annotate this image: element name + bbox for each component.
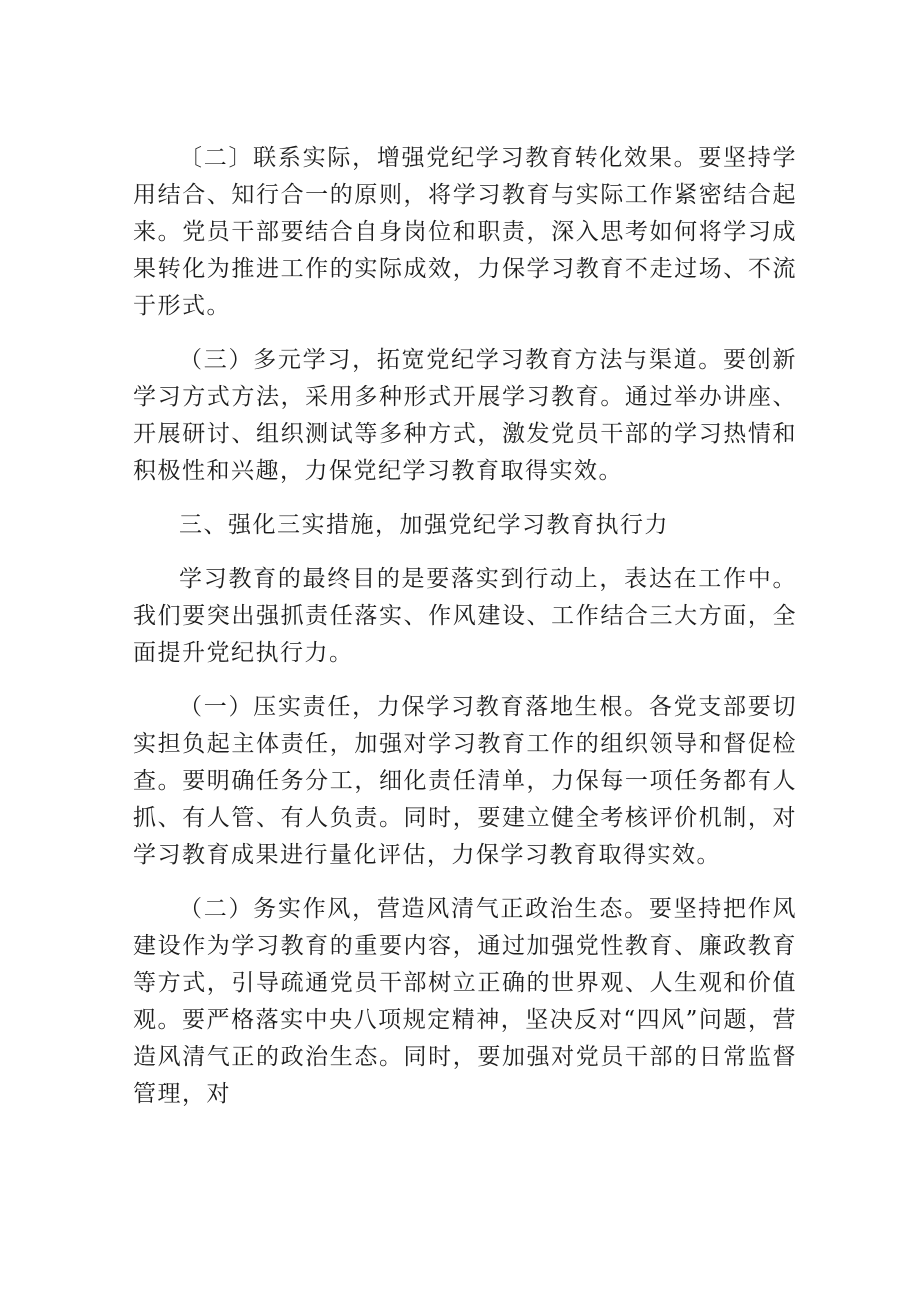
paragraph-diverse-learning: （三）多元学习，拓宽党纪学习教育方法与渠道。要创新学习方式方法，采用多种形式开展学习教育。通过举办讲座、开展研讨、组织测试等多种方式，激发党员干部的学习热情和积极性和兴趣，力保党纪学习教育取得实效。 (133, 347, 797, 484)
paragraph-connect-practice: 〔二〕联系实际，增强党纪学习教育转化效果。要坚持学用结合、知行合一的原则，将学习教育与实际工作紧密结合起来。党员干部要结合自身岗位和职责，深入思考如何将学习成果转化为推进工作的实际成效，力保学习教育不走过场、不流于形式。 (133, 145, 797, 319)
section-heading-three: 三、强化三实措施，加强党纪学习教育执行力 (179, 512, 669, 538)
document-body (133, 140, 797, 1130)
paragraph-practical-style: （二）务实作风，营造风清气正政治生态。要坚持把作风建设作为学习教育的重要内容，通过加强党性教育、廉政教育等方式，引导疏通党员干部树立正确的世界观、人生观和价值观。要严格落实中央八项规定精神，坚决反对“四风”问题，营造风清气正的政治生态。同时，要加强对党员干部的日常监督管理，对 (133, 896, 797, 1107)
paragraph-compact-responsibility: （一）压实责任，力保学习教育落地生根。各党支部要切实担负起主体责任，加强对学习教育工作的组织领导和督促检查。要明确任务分工，细化责任清单，力保每一项任务都有人抓、有人管、有人负责。同时，要建立健全考核评价机制，对学习教育成果进行量化评估，力保学习教育取得实效。 (133, 694, 797, 868)
paragraph-learning-goal: 学习教育的最终目的是要落实到行动上，表达在工作中。我们要突出强抓责任落实、作风建设、工作结合三大方面，全面提升党纪执行力。 (133, 566, 797, 666)
